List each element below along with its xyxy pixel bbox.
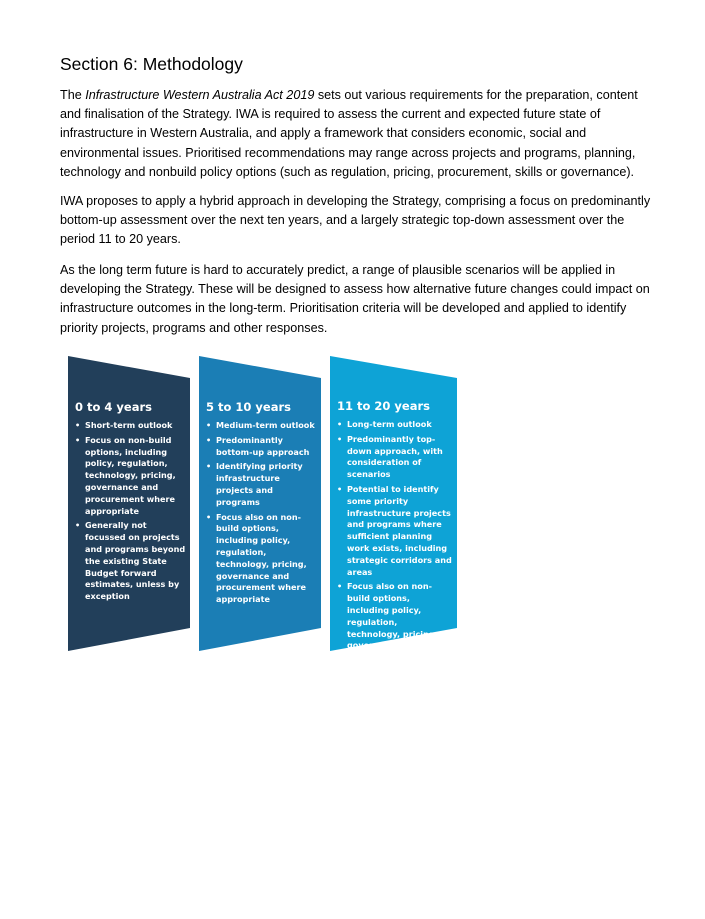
- bullet-icon: •: [337, 419, 343, 429]
- list-item-text: Generally not focussed on projects and programs beyond the existing State Budget forward estimates, unless by exception: [85, 520, 186, 602]
- bullet-icon: •: [75, 434, 81, 445]
- bullet-icon: •: [337, 581, 343, 592]
- list-item: [337, 581, 453, 675]
- list-item-text: Focus on non-build options, including policy, regulation, technology, pricing, governance and procurement where appropriate: [85, 434, 176, 516]
- panel-bullet-list: [337, 419, 453, 676]
- list-item: [206, 435, 318, 459]
- list-item: [206, 461, 318, 508]
- bullet-icon: •: [206, 461, 212, 472]
- paragraph-intro: The: [60, 88, 86, 102]
- list-item: [337, 419, 453, 431]
- panel-heading: 11 to 20 years: [337, 399, 430, 413]
- bullet-icon: •: [206, 511, 212, 522]
- panel-heading: 0 to 4 years: [75, 400, 152, 414]
- section-title: Section 6: Methodology: [60, 54, 243, 74]
- list-item: [206, 420, 318, 432]
- panel-heading: 5 to 10 years: [206, 400, 291, 414]
- list-item-text: Short-term outlook: [85, 420, 173, 430]
- list-item-text: Medium-term outlook: [216, 420, 315, 430]
- list-item: [75, 520, 187, 603]
- list-item-text: Predominantly top-down approach, with consideration of scenarios: [347, 433, 443, 480]
- bullet-icon: •: [206, 420, 212, 430]
- panel-bullet-list: [206, 420, 318, 606]
- bullet-icon: •: [75, 420, 81, 430]
- panel-bullet-list: [75, 420, 187, 603]
- bullet-icon: •: [337, 483, 343, 494]
- bullet-icon: •: [337, 433, 343, 444]
- panel-5-to-10-years: [206, 400, 318, 609]
- act-title: Infrastructure Western Australia Act 2019: [85, 88, 315, 102]
- list-item-text: Long-term outlook: [347, 419, 432, 429]
- list-item: [75, 420, 187, 432]
- bullet-icon: •: [206, 434, 212, 445]
- panel-0-to-4-years: [75, 400, 187, 606]
- panel-11-to-20-years: [337, 399, 453, 679]
- list-item: [337, 434, 453, 481]
- list-item: [337, 484, 453, 578]
- list-item: [206, 512, 318, 606]
- list-item-text: Potential to identify some priority infrastructure projects and programs where sufficient planning work exists, including strategic corridors and areas: [347, 483, 452, 577]
- paragraph-rest: sets out various requirements for the preparation, content and finalisation of the Strategy. IWA is required to assess the current and expected future state of infrastructure in Western Australia, and apply a framework that considers economic, social and environmental issues. Prioritised recommendations may range across projects and programs, planning, technology and nonbuild policy options (such as regulation, pricing, procurement, skills or governance).: [60, 88, 638, 179]
- list-item-text: Focus also on non-build options, including policy, regulation, technology, pricing, governance and procurement where appropriate: [347, 581, 438, 674]
- list-item-text: Focus also on non-build options, including policy, regulation, technology, pricing, governance and procurement where appropriate: [216, 511, 307, 605]
- paragraph-hybrid-approach: IWA proposes to apply a hybrid approach in developing the Strategy, comprising a focus on predominantly bottom-up assessment over the next ten years, and a largely strategic top-down assessment over the period 11 to 20 years.: [60, 194, 651, 247]
- list-item-text: Identifying priority infrastructure projects and programs: [216, 461, 303, 507]
- list-item: [75, 435, 187, 518]
- list-item-text: Predominantly bottom-up approach: [216, 434, 310, 457]
- paragraph-scenarios: As the long term future is hard to accurately predict, a range of plausible scenarios will be applied in developing the Strategy. These will be designed to assess how alternative future changes could impact on infrastructure outcomes in the long-term. Prioritisation criteria will be developed and applied to identify priority projects, programs and other responses.: [60, 263, 650, 335]
- bullet-icon: •: [75, 520, 81, 531]
